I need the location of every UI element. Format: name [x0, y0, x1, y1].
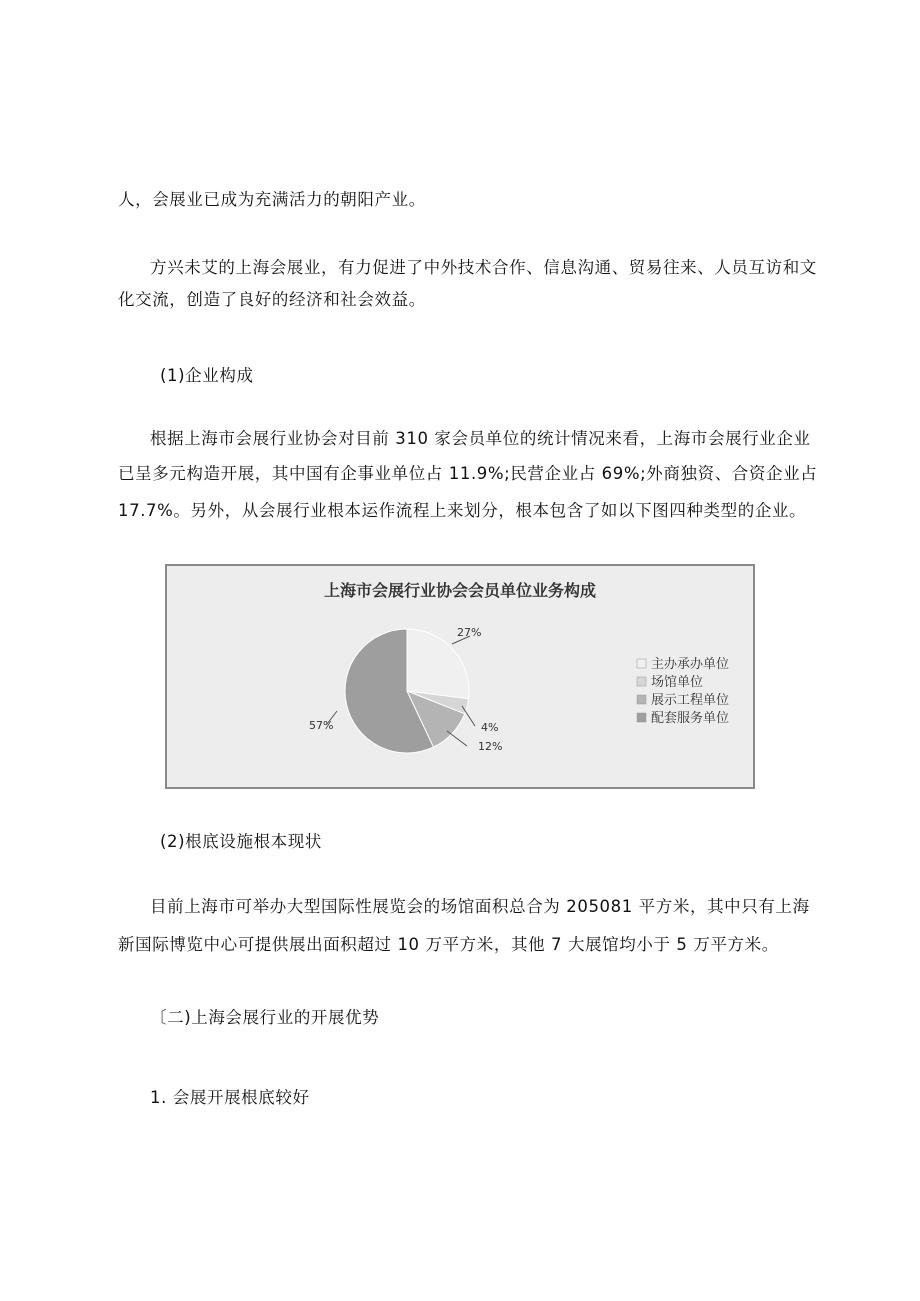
section-heading-3: 〔二)上海会展行业的开展优势	[150, 1008, 380, 1027]
paragraph-line: 已呈多元构造开展，其中国有企事业单位占 11.9%;民营企业占 69%;外商独资、合资企业占	[118, 464, 818, 483]
chart-title: 上海市会展行业协会会员单位业务构成	[323, 581, 597, 600]
legend-swatch	[637, 713, 646, 722]
section-heading-1: (1)企业构成	[160, 366, 254, 385]
legend-label: 展示工程单位	[651, 693, 730, 708]
legend-swatch	[637, 677, 646, 686]
pie-leader-line	[447, 731, 467, 746]
chart-legend	[637, 656, 729, 726]
chart-canvas	[167, 566, 753, 787]
legend-swatch	[637, 659, 646, 668]
section-heading-2: (2)根底设施根本现状	[160, 832, 322, 851]
pie-slices	[345, 629, 469, 753]
pie-value-label: 12%	[478, 740, 503, 753]
pie-value-label: 27%	[457, 626, 482, 639]
pie-value-label: 57%	[309, 719, 334, 732]
paragraph-line: 目前上海市可举办大型国际性展览会的场馆面积总合为 205081 平方米，其中只有上海	[150, 897, 810, 916]
legend-label: 场馆单位	[651, 675, 704, 690]
paragraph-line: 新国际博览中心可提供展出面积超过 10 万平方米，其他 7 大展馆均小于 5 万平方米。	[118, 935, 779, 954]
legend-label: 配套服务单位	[651, 711, 730, 726]
pie-chart	[165, 564, 755, 789]
paragraph-line: 化交流，创造了良好的经济和社会效益。	[118, 290, 426, 309]
legend-swatch	[637, 695, 646, 704]
pie-slice-1	[407, 629, 469, 699]
section-heading-4: 1. 会展开展根底较好	[150, 1088, 310, 1107]
pie-value-label: 4%	[481, 721, 499, 734]
paragraph-continuation: 人，会展业已成为充满活力的朝阳产业。	[118, 190, 426, 209]
paragraph-line: 17.7%。另外，从会展行业根本运作流程上来划分，根本包含了如以下图四种类型的企业。	[118, 501, 807, 520]
paragraph-line: 方兴未艾的上海会展业，有力促进了中外技术合作、信息沟通、贸易往来、人员互访和文	[150, 258, 817, 277]
paragraph-line: 根据上海市会展行业协会对目前 310 家会员单位的统计情况来看，上海市会展行业企业	[150, 429, 811, 448]
legend-label: 主办承办单位	[651, 657, 730, 672]
